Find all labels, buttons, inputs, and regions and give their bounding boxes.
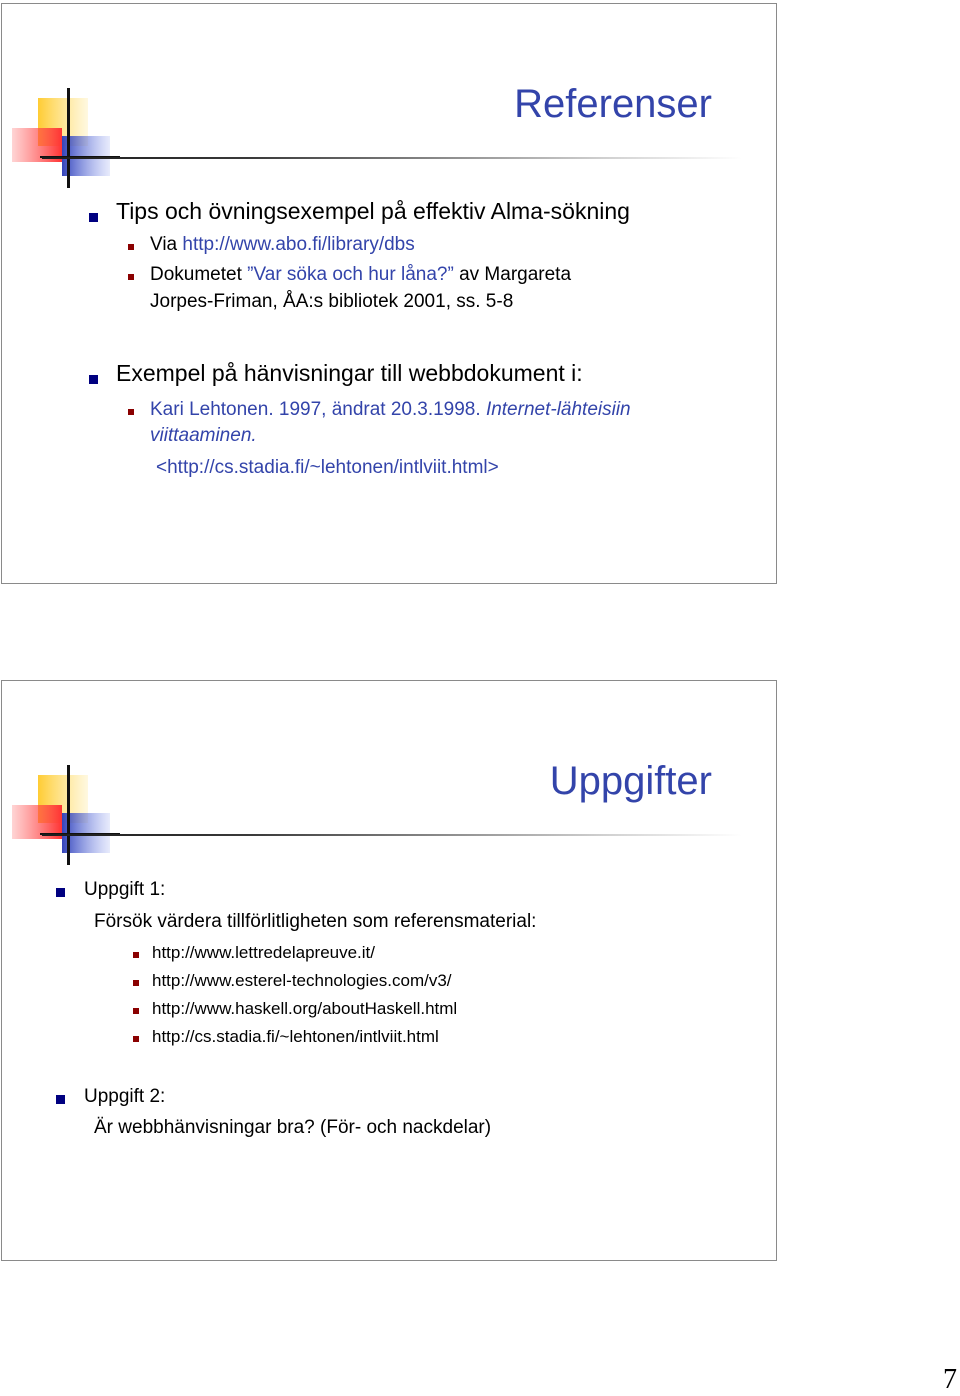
sub-bullet-icon [128, 244, 134, 250]
document-author: av Margareta [453, 264, 572, 285]
document-source: Jorpes-Friman, ÅA:s bibliotek 2001, ss. 5-8 [150, 291, 514, 312]
sub-bullet-icon [133, 1036, 139, 1042]
title-rule [42, 834, 742, 836]
task1-link-1[interactable]: http://www.lettredelapreuve.it/ [152, 943, 376, 962]
slide-title: Referenser [514, 82, 712, 126]
slide-referenser [1, 3, 777, 584]
reference-url-link[interactable]: <http://cs.stadia.fi/~lehtonen/intlviit.html> [156, 457, 499, 478]
sub-bullet-icon [133, 980, 139, 986]
sub-bullet-icon [128, 409, 134, 415]
bullet-tips: Tips och övningsexempel på effektiv Alma-sökning [116, 198, 630, 224]
title-rule [42, 157, 742, 159]
task2-label: Uppgift 2: [84, 1086, 166, 1107]
bullet-icon [89, 213, 98, 222]
library-dbs-link[interactable]: http://www.abo.fi/library/dbs [182, 234, 415, 255]
sub-bullet-icon [133, 952, 139, 958]
reference-title-cont: viittaaminen. [150, 425, 257, 446]
var-soka-link[interactable]: ”Var söka och hur låna?” [247, 264, 454, 285]
reference-author: Kari Lehtonen. 1997, ändrat 20.3.1998. [150, 399, 486, 420]
bullet-icon [56, 1095, 65, 1104]
bullet-icon [89, 375, 98, 384]
bullet-icon [56, 888, 65, 897]
document-label: Dokumetet [150, 264, 248, 285]
task1-link-4[interactable]: http://cs.stadia.fi/~lehtonen/intlviit.html [152, 1027, 439, 1046]
lehtonen-reference [150, 399, 631, 421]
slide-title: Uppgifter [549, 759, 712, 803]
task1-label: Uppgift 1: [84, 879, 166, 900]
sub-bullet-document [150, 264, 571, 286]
bullet-exempel: Exempel på hänvisningar till webbdokument i: [116, 360, 583, 386]
task2-text: Är webbhänvisningar bra? (För- och nackdelar) [94, 1117, 492, 1138]
task1-link-2[interactable]: http://www.esterel-technologies.com/v3/ [152, 971, 452, 990]
slide-logo-icon [10, 765, 120, 865]
slide-logo-icon [10, 88, 120, 188]
sub-bullet-icon [133, 1008, 139, 1014]
via-label: Via [150, 234, 183, 255]
sub-bullet-via [150, 234, 415, 256]
page-number: 7 [943, 1364, 957, 1395]
slide-uppgifter [1, 680, 777, 1261]
sub-bullet-icon [128, 274, 134, 280]
reference-title: Internet-lähteisiin [485, 399, 631, 420]
task1-text: Försök värdera tillförlitligheten som referensmaterial: [94, 911, 537, 932]
task1-link-3[interactable]: http://www.haskell.org/aboutHaskell.html [152, 999, 458, 1018]
